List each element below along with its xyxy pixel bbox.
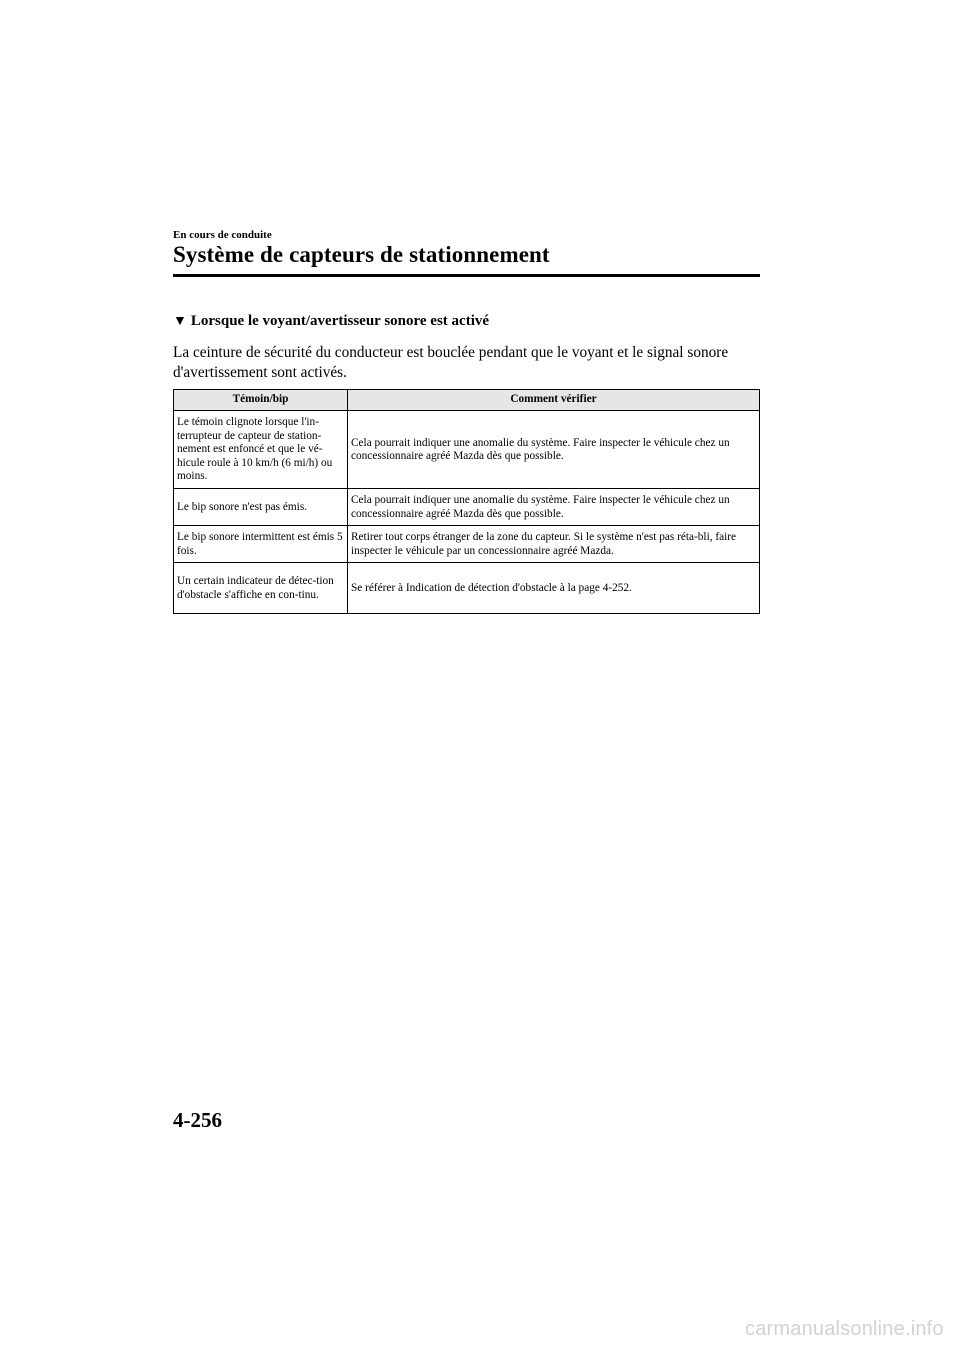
table-cell-check: Retirer tout corps étranger de la zone du capteur. Si le système n'est pas réta-bli, faire inspecter le véhicule par un concessionnaire agréé Mazda.: [348, 526, 760, 563]
section-label: En cours de conduite: [173, 229, 272, 241]
table-row: [174, 526, 760, 563]
table-cell-check: Cela pourrait indiquer une anomalie du système. Faire inspecter le véhicule chez un concessionnaire agréé Mazda dès que possible.: [348, 411, 760, 489]
column-header-indicator: Témoin/bip: [174, 390, 348, 411]
table-cell-check: Cela pourrait indiquer une anomalie du système. Faire inspecter le véhicule chez un concessionnaire agréé Mazda dès que possible.: [348, 489, 760, 526]
column-header-check: Comment vérifier: [348, 390, 760, 411]
chapter-title: Système de capteurs de stationnement: [173, 242, 550, 267]
table-cell-check: Se référer à Indication de détection d'obstacle à la page 4-252.: [348, 563, 760, 614]
title-rule: [173, 274, 760, 277]
page-number: 4-256: [173, 1108, 222, 1132]
table-row: [174, 489, 760, 526]
table-cell-indicator: Le bip sonore intermittent est émis 5 fois.: [174, 526, 348, 563]
subheading-text: Lorsque le voyant/avertisseur sonore est activé: [190, 313, 490, 329]
triangle-down-icon: ▼: [173, 314, 187, 329]
watermark: carmanualsonline.info: [745, 1318, 944, 1340]
table-header-row: [174, 390, 760, 411]
table-cell-indicator: Le témoin clignote lorsque l'in-terrupteur de capteur de station-nement est enfoncé et que le vé-hicule roule à 10 km/h (6 mi/h) ou moins.: [174, 411, 348, 489]
subheading: [173, 313, 489, 330]
table-cell-indicator: Le bip sonore n'est pas émis.: [174, 489, 348, 526]
table-row: [174, 411, 760, 489]
table-row: [174, 563, 760, 614]
table-cell-indicator: Un certain indicateur de détec-tion d'obstacle s'affiche en con-tinu.: [174, 563, 348, 614]
info-table: [173, 389, 760, 614]
intro-paragraph: La ceinture de sécurité du conducteur est bouclée pendant que le voyant et le signal sonore d'avertissement sont activés.: [173, 344, 729, 381]
